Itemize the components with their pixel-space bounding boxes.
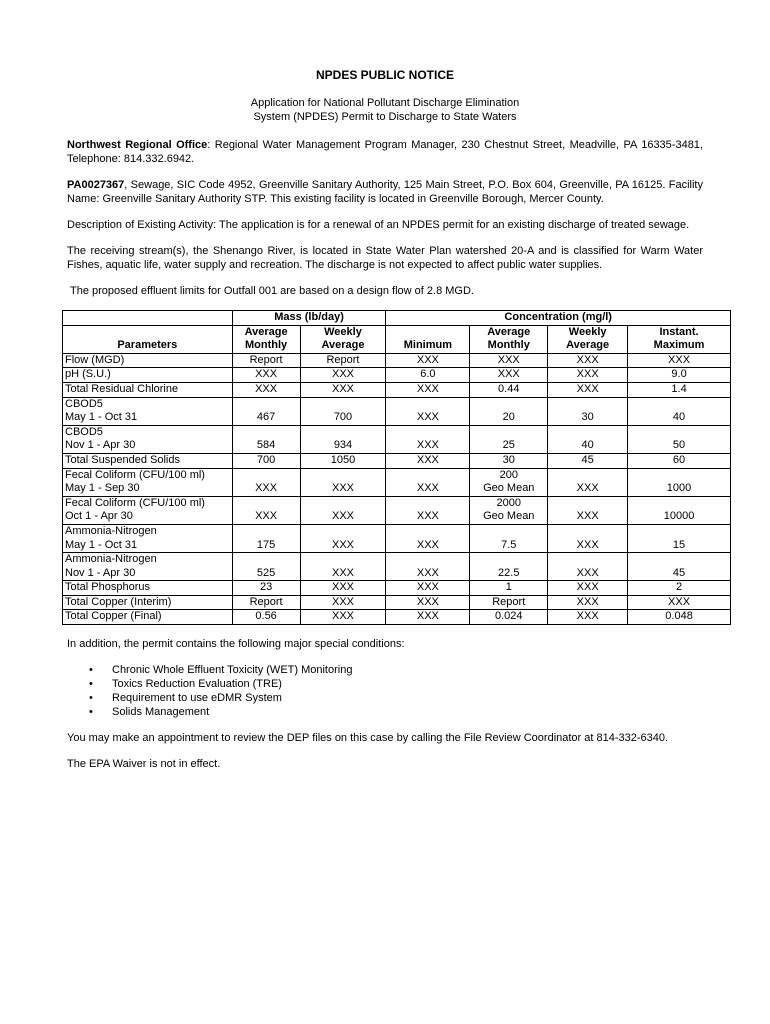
table-row: [63, 382, 731, 397]
cell-conc-weekly-avg: XXX: [548, 353, 628, 368]
effluent-intro: The proposed effluent limits for Outfall 001 are based on a design flow of 2.8 MGD.: [70, 285, 474, 297]
cell-mass-avg-monthly: 467: [232, 397, 300, 425]
cell-minimum: XXX: [386, 553, 470, 581]
header-group-row: [63, 311, 731, 326]
header-conc-weekly-avg: Weekly Average: [548, 325, 628, 353]
list-item: [67, 677, 703, 691]
appointment-paragraph: You may make an appointment to review the DEP files on this case by calling the File Review Coordinator at 814-332-6340.: [67, 732, 669, 745]
cell-conc-weekly-avg: 45: [548, 453, 628, 468]
cell-minimum: XXX: [386, 524, 470, 552]
table-row: [63, 397, 731, 425]
cell-instant-max: XXX: [628, 595, 731, 610]
cell-conc-avg-monthly: 0.44: [470, 382, 548, 397]
cell-mass-weekly-avg: XXX: [300, 553, 386, 581]
subtitle: [67, 96, 703, 124]
cell-conc-avg-monthly: 1: [470, 581, 548, 596]
description-paragraph: Description of Existing Activity: The application is for a renewal of an NPDES permit for an existing discharge of treated sewage.: [67, 219, 690, 231]
cell-conc-avg-monthly: 7.5: [470, 524, 548, 552]
cell-conc-weekly-avg: XXX: [548, 581, 628, 596]
document-page: [67, 68, 703, 783]
special-conditions-intro: In addition, the permit contains the following major special conditions:: [67, 638, 405, 651]
cell-mass-weekly-avg: XXX: [300, 595, 386, 610]
header-instant-max: Instant. Maximum: [628, 325, 731, 353]
cell-mass-weekly-avg: XXX: [300, 368, 386, 383]
cell-minimum: XXX: [386, 468, 470, 496]
cell-mass-avg-monthly: 584: [232, 425, 300, 453]
cell-minimum: XXX: [386, 496, 470, 524]
permit-id: PA0027367: [67, 179, 125, 191]
table-row: [63, 353, 731, 368]
limits-body: [63, 353, 731, 624]
cell-instant-max: 1000: [628, 468, 731, 496]
header-row: [63, 325, 731, 353]
condition-text: Requirement to use eDMR System: [112, 692, 282, 705]
cell-conc-avg-monthly: 25: [470, 425, 548, 453]
cell-conc-weekly-avg: XXX: [548, 382, 628, 397]
special-conditions-list: [67, 663, 703, 719]
cell-conc-weekly-avg: XXX: [548, 368, 628, 383]
cell-mass-weekly-avg: XXX: [300, 496, 386, 524]
cell-conc-avg-monthly: 0.024: [470, 610, 548, 625]
header-mass-group: Mass (lb/day): [232, 311, 386, 326]
cell-conc-weekly-avg: 30: [548, 397, 628, 425]
cell-conc-weekly-avg: XXX: [548, 524, 628, 552]
cell-instant-max: 15: [628, 524, 731, 552]
cell-instant-max: 9.0: [628, 368, 731, 383]
cell-mass-weekly-avg: XXX: [300, 382, 386, 397]
cell-parameter: pH (S.U.): [63, 368, 233, 383]
header-conc-avg-monthly: Average Monthly: [470, 325, 548, 353]
header-minimum: Minimum: [386, 325, 470, 353]
cell-mass-weekly-avg: 1050: [300, 453, 386, 468]
cell-minimum: XXX: [386, 581, 470, 596]
header-mass-weekly-avg: Weekly Average: [300, 325, 386, 353]
cell-parameter: CBOD5 May 1 - Oct 31: [63, 397, 233, 425]
header-blank: [63, 311, 233, 326]
header-mass-avg-monthly: Average Monthly: [232, 325, 300, 353]
cell-instant-max: 2: [628, 581, 731, 596]
cell-conc-avg-monthly: 22.5: [470, 553, 548, 581]
cell-instant-max: 1.4: [628, 382, 731, 397]
cell-mass-weekly-avg: 700: [300, 397, 386, 425]
cell-mass-avg-monthly: 0.56: [232, 610, 300, 625]
subtitle-line-2: System (NPDES) Permit to Discharge to State Waters: [253, 111, 517, 123]
permit-paragraph: [67, 178, 703, 206]
cell-conc-weekly-avg: XXX: [548, 610, 628, 625]
header-conc-group: Concentration (mg/l): [386, 311, 731, 326]
waiver-paragraph: The EPA Waiver is not in effect.: [67, 758, 221, 771]
condition-text: Chronic Whole Effluent Toxicity (WET) Monitoring: [112, 664, 353, 677]
cell-mass-avg-monthly: XXX: [232, 382, 300, 397]
table-row: [63, 453, 731, 468]
cell-minimum: XXX: [386, 453, 470, 468]
page-title: NPDES PUBLIC NOTICE: [315, 68, 454, 82]
bullet-icon: •: [89, 664, 93, 677]
cell-conc-weekly-avg: XXX: [548, 553, 628, 581]
bullet-icon: •: [89, 706, 93, 719]
bullet-icon: •: [89, 692, 93, 705]
cell-mass-avg-monthly: 700: [232, 453, 300, 468]
cell-mass-weekly-avg: XXX: [300, 610, 386, 625]
cell-mass-avg-monthly: 175: [232, 524, 300, 552]
list-item: [67, 705, 703, 719]
cell-conc-avg-monthly: 30: [470, 453, 548, 468]
cell-minimum: XXX: [386, 595, 470, 610]
cell-minimum: XXX: [386, 382, 470, 397]
cell-parameter: Total Copper (Interim): [63, 595, 233, 610]
cell-minimum: XXX: [386, 425, 470, 453]
cell-mass-weekly-avg: XXX: [300, 524, 386, 552]
cell-conc-weekly-avg: 40: [548, 425, 628, 453]
cell-parameter: Ammonia-Nitrogen May 1 - Oct 31: [63, 524, 233, 552]
cell-mass-weekly-avg: XXX: [300, 581, 386, 596]
cell-conc-avg-monthly: 200 Geo Mean: [470, 468, 548, 496]
cell-parameter: Total Residual Chlorine: [63, 382, 233, 397]
office-text: : Regional Water Management Program Manager, 230 Chestnut Street, Meadville, PA 16335-3481, Telephone: 814.332.6942.: [67, 139, 703, 165]
cell-parameter: Fecal Coliform (CFU/100 ml) May 1 - Sep 30: [63, 468, 233, 496]
list-item: [67, 663, 703, 677]
cell-mass-avg-monthly: 525: [232, 553, 300, 581]
cell-instant-max: 40: [628, 397, 731, 425]
cell-conc-avg-monthly: 20: [470, 397, 548, 425]
condition-text: Solids Management: [112, 706, 210, 719]
cell-conc-avg-monthly: XXX: [470, 368, 548, 383]
cell-parameter: Total Copper (Final): [63, 610, 233, 625]
table-row: [63, 496, 731, 524]
cell-instant-max: 45: [628, 553, 731, 581]
cell-parameter: Total Suspended Solids: [63, 453, 233, 468]
cell-minimum: XXX: [386, 397, 470, 425]
cell-conc-avg-monthly: Report: [470, 595, 548, 610]
table-row: [63, 553, 731, 581]
cell-parameter: Total Phosphorus: [63, 581, 233, 596]
effluent-limits-table: [62, 310, 731, 625]
cell-minimum: XXX: [386, 353, 470, 368]
cell-parameter: Ammonia-Nitrogen Nov 1 - Apr 30: [63, 553, 233, 581]
cell-mass-avg-monthly: XXX: [232, 496, 300, 524]
cell-instant-max: XXX: [628, 353, 731, 368]
cell-parameter: CBOD5 Nov 1 - Apr 30: [63, 425, 233, 453]
table-row: [63, 610, 731, 625]
cell-instant-max: 50: [628, 425, 731, 453]
cell-minimum: XXX: [386, 610, 470, 625]
cell-minimum: 6.0: [386, 368, 470, 383]
cell-parameter: Fecal Coliform (CFU/100 ml) Oct 1 - Apr 30: [63, 496, 233, 524]
cell-mass-avg-monthly: XXX: [232, 368, 300, 383]
table-row: [63, 581, 731, 596]
cell-parameter: Flow (MGD): [63, 353, 233, 368]
table-row: [63, 425, 731, 453]
cell-conc-weekly-avg: XXX: [548, 496, 628, 524]
cell-conc-weekly-avg: XXX: [548, 468, 628, 496]
table-row: [63, 524, 731, 552]
cell-instant-max: 0.048: [628, 610, 731, 625]
table-row: [63, 468, 731, 496]
header-parameters: Parameters: [63, 325, 233, 353]
table-row: [63, 368, 731, 383]
subtitle-line-1: Application for National Pollutant Discharge Elimination: [250, 97, 520, 109]
office-label: Northwest Regional Office: [67, 139, 208, 151]
list-item: [67, 691, 703, 705]
condition-text: Toxics Reduction Evaluation (TRE): [112, 678, 282, 691]
cell-mass-avg-monthly: 23: [232, 581, 300, 596]
cell-mass-weekly-avg: 934: [300, 425, 386, 453]
table-row: [63, 595, 731, 610]
cell-mass-avg-monthly: XXX: [232, 468, 300, 496]
bullet-icon: •: [89, 678, 93, 691]
cell-conc-avg-monthly: XXX: [470, 353, 548, 368]
cell-instant-max: 60: [628, 453, 731, 468]
cell-mass-weekly-avg: XXX: [300, 468, 386, 496]
receiving-paragraph: The receiving stream(s), the Shenango River, is located in State Water Plan watershed 20-A and is classified for Warm Water Fishes, aquatic life, water supply and recreation. The discharge is not expected to affect public water supplies.: [67, 245, 703, 271]
cell-instant-max: 10000: [628, 496, 731, 524]
cell-mass-weekly-avg: Report: [300, 353, 386, 368]
cell-mass-avg-monthly: Report: [232, 353, 300, 368]
permit-text: , Sewage, SIC Code 4952, Greenville Sanitary Authority, 125 Main Street, P.O. Box 604, Greenville, PA 16125. Facility Name: Greenville Sanitary Authority STP. This existing facility is located in Greenville Borough, Mercer County.: [67, 179, 703, 205]
cell-conc-avg-monthly: 2000 Geo Mean: [470, 496, 548, 524]
cell-mass-avg-monthly: Report: [232, 595, 300, 610]
office-paragraph: [67, 138, 703, 166]
cell-conc-weekly-avg: XXX: [548, 595, 628, 610]
